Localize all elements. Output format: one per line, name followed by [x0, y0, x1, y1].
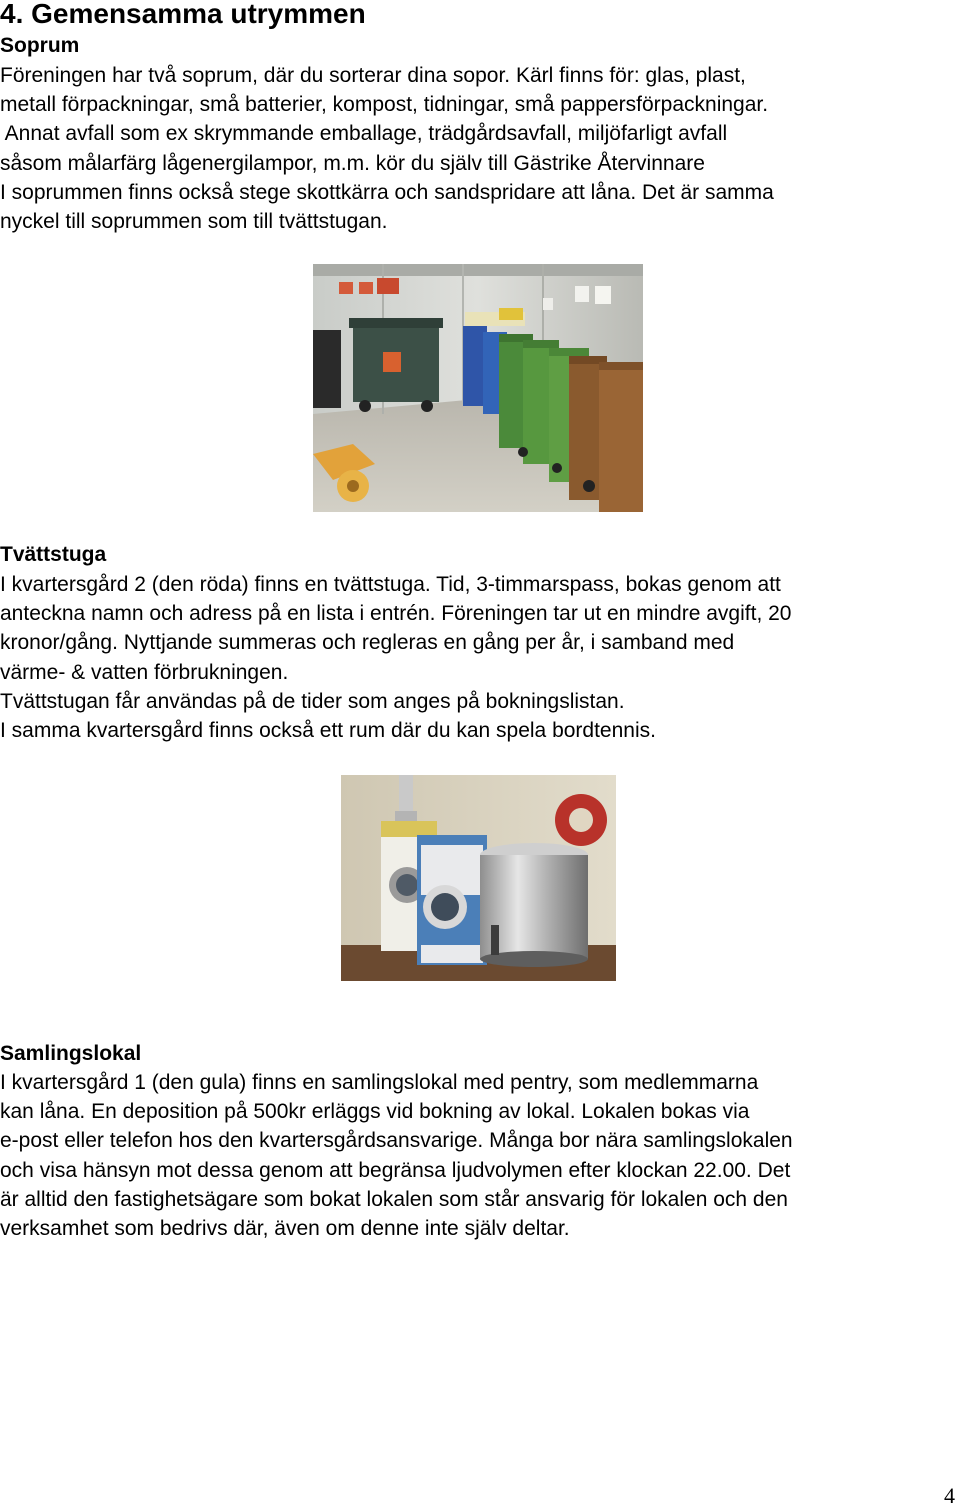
- paragraph-line: e-post eller telefon hos den kvartersgårdsansvarige. Många bor nära samlingslokalen: [0, 1129, 793, 1153]
- paragraph-line: metall förpackningar, små batterier, kompost, tidningar, små pappersförpackningar.: [0, 93, 769, 117]
- paragraph-line: I soprummen finns också stege skottkärra och sandspridare att låna. Det är samma: [0, 180, 774, 204]
- paragraph-line: kronor/gång. Nyttjande summeras och regleras en gång per år, i samband med: [0, 631, 735, 655]
- paragraph-line: nyckel till soprummen som till tvättstugan.: [0, 210, 388, 234]
- paragraph-line: I kvartersgård 1 (den gula) finns en samlingslokal med pentry, som medlemmarna: [0, 1071, 759, 1094]
- page-heading: 4. Gemensamma utrymmen: [0, 0, 366, 29]
- soprum-paragraph: [0, 61, 774, 236]
- section-title-samlingslokal: Samlingslokal: [0, 1042, 142, 1065]
- paragraph-line: är alltid den fastighetsägare som bokat lokalen som står ansvarig för lokalen och den: [0, 1187, 788, 1211]
- garbage-room-photo: [313, 264, 643, 512]
- paragraph-line: Annat avfall som ex skrymmande emballage, trädgårdsavfall, miljöfarligt avfall: [0, 122, 728, 146]
- section-title-tvattstuga: Tvättstuga: [0, 543, 107, 566]
- tvattstuga-paragraph: [0, 570, 791, 745]
- paragraph-line: anteckna namn och adress på en lista i entrén. Föreningen tar ut en mindre avgift, 20: [0, 602, 792, 626]
- paragraph-line: I samma kvartersgård finns också ett rum där du kan spela bordtennis.: [0, 719, 656, 743]
- paragraph-line: verksamhet som bedrivs där, även om denne inte själv deltar.: [0, 1217, 570, 1241]
- paragraph-line: och visa hänsyn mot dessa genom att begränsa ljudvolymen efter klockan 22.00. Det: [0, 1158, 791, 1182]
- paragraph-line: kan låna. En deposition på 500kr erläggs vid bokning av lokal. Lokalen bokas via: [0, 1100, 750, 1124]
- paragraph-line: såsom målarfärg lågenergilampor, m.m. kör du själv till Gästrike Återvinnare: [0, 151, 705, 175]
- section-title-soprum: Soprum: [0, 34, 80, 57]
- paragraph-line: värme- & vatten förbrukningen.: [0, 660, 289, 684]
- page-number: 4: [944, 1483, 955, 1508]
- paragraph-line: Föreningen har två soprum, där du sorterar dina sopor. Kärl finns för: glas, plast,: [0, 64, 746, 87]
- laundry-room-photo: [341, 775, 616, 981]
- samlingslokal-paragraph: [0, 1068, 793, 1243]
- paragraph-line: I kvartersgård 2 (den röda) finns en tvättstuga. Tid, 3-timmarspass, bokas genom att: [0, 573, 781, 596]
- paragraph-line: Tvättstugan får användas på de tider som anges på bokningslistan.: [0, 689, 625, 713]
